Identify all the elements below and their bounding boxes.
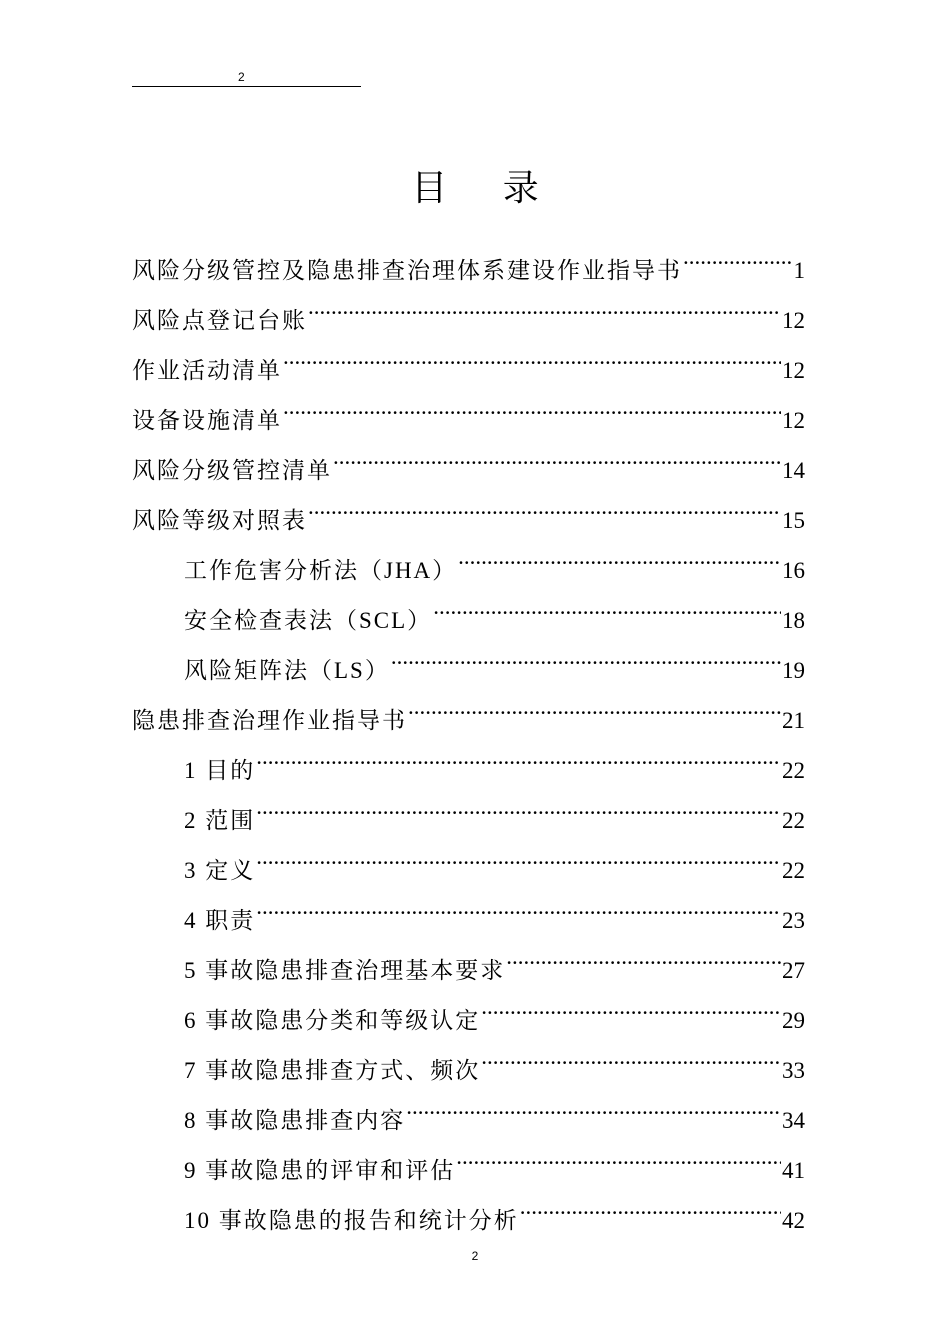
toc-entry-label: 安全检查表法（SCL） xyxy=(184,608,433,633)
toc-entry-label: 4 职责 xyxy=(184,908,256,933)
toc-entry[interactable] xyxy=(132,1136,805,1186)
toc-entry-label: 1 目的 xyxy=(184,758,256,783)
toc-entry[interactable] xyxy=(132,436,805,486)
toc-entry-page: 42 xyxy=(782,1208,805,1233)
toc-entry[interactable] xyxy=(132,936,805,986)
toc-entry-label: 设备设施清单 xyxy=(132,408,282,433)
toc-entry[interactable] xyxy=(132,386,805,436)
toc-dot-leader xyxy=(256,786,781,828)
toc-entry[interactable] xyxy=(132,1036,805,1086)
toc-entry-label: 作业活动清单 xyxy=(132,358,282,383)
toc-entry-page: 29 xyxy=(782,1008,805,1033)
toc-dot-leader xyxy=(520,1186,781,1228)
toc-entry[interactable] xyxy=(132,286,805,336)
toc-entry[interactable] xyxy=(132,786,805,836)
toc-entry-page: 12 xyxy=(782,408,805,433)
toc-dot-leader xyxy=(456,1136,781,1178)
toc-entry-page: 22 xyxy=(782,758,805,783)
toc-entry[interactable] xyxy=(132,886,805,936)
toc-entry-page: 15 xyxy=(782,508,805,533)
header-rule xyxy=(132,86,361,87)
toc-entry-page: 41 xyxy=(782,1158,805,1183)
toc-entry-page: 34 xyxy=(782,1108,805,1133)
toc-entry-label: 风险点登记台账 xyxy=(132,308,307,333)
toc-entry[interactable] xyxy=(132,1186,805,1236)
table-of-contents xyxy=(132,236,805,1236)
toc-entry-label: 风险等级对照表 xyxy=(132,508,307,533)
toc-entry[interactable] xyxy=(132,336,805,386)
toc-entry-label: 风险矩阵法（LS） xyxy=(184,658,390,683)
toc-entry-page: 14 xyxy=(782,458,805,483)
toc-dot-leader xyxy=(481,986,781,1028)
toc-entry-page: 33 xyxy=(782,1058,805,1083)
toc-entry-page: 12 xyxy=(782,358,805,383)
toc-entry-label: 风险分级管控及隐患排查治理体系建设作业指导书 xyxy=(132,258,682,283)
toc-entry-label: 6 事故隐患分类和等级认定 xyxy=(184,1008,481,1033)
toc-entry-page: 19 xyxy=(782,658,805,683)
toc-dot-leader xyxy=(433,586,781,628)
toc-title: 目 录 xyxy=(411,168,561,210)
toc-entry-label: 5 事故隐患排查治理基本要求 xyxy=(184,958,506,983)
toc-entry-page: 21 xyxy=(782,708,805,733)
toc-entry-label: 隐患排查治理作业指导书 xyxy=(132,708,407,733)
toc-entry[interactable] xyxy=(132,636,805,686)
toc-entry-page: 22 xyxy=(782,858,805,883)
toc-dot-leader xyxy=(458,536,781,578)
toc-entry-label: 8 事故隐患排查内容 xyxy=(184,1108,406,1133)
toc-entry[interactable] xyxy=(132,686,805,736)
toc-entry-page: 23 xyxy=(782,908,805,933)
toc-entry[interactable] xyxy=(132,736,805,786)
toc-dot-leader xyxy=(481,1036,781,1078)
toc-entry-label: 2 范围 xyxy=(184,808,256,833)
toc-entry-page: 16 xyxy=(782,558,805,583)
toc-entry-label: 3 定义 xyxy=(184,858,256,883)
toc-entry[interactable] xyxy=(132,1086,805,1136)
toc-dot-leader xyxy=(308,286,781,328)
toc-entry-label: 7 事故隐患排查方式、频次 xyxy=(184,1058,481,1083)
toc-entry[interactable] xyxy=(132,236,805,286)
toc-entry-label: 风险分级管控清单 xyxy=(132,458,332,483)
toc-entry-label: 工作危害分析法（JHA） xyxy=(184,558,458,583)
toc-entry[interactable] xyxy=(132,586,805,636)
toc-entry[interactable] xyxy=(132,836,805,886)
toc-entry[interactable] xyxy=(132,986,805,1036)
toc-dot-leader xyxy=(391,636,781,678)
toc-entry-page: 12 xyxy=(782,308,805,333)
header-page-number: 2 xyxy=(238,70,245,84)
toc-dot-leader xyxy=(256,736,781,778)
toc-entry-page: 18 xyxy=(782,608,805,633)
toc-entry-page: 1 xyxy=(793,258,805,283)
toc-dot-leader xyxy=(333,436,781,478)
toc-dot-leader xyxy=(308,486,781,528)
toc-entry-label: 9 事故隐患的评审和评估 xyxy=(184,1158,456,1183)
toc-dot-leader xyxy=(283,386,781,428)
toc-dot-leader xyxy=(406,1086,781,1128)
toc-entry-page: 27 xyxy=(782,958,805,983)
toc-dot-leader xyxy=(506,936,781,978)
toc-entry[interactable] xyxy=(132,486,805,536)
toc-dot-leader xyxy=(408,686,781,728)
toc-entry-page: 22 xyxy=(782,808,805,833)
toc-entry[interactable] xyxy=(132,536,805,586)
toc-dot-leader xyxy=(683,236,793,278)
toc-dot-leader xyxy=(256,886,781,928)
footer-page-number: 2 xyxy=(471,1249,479,1263)
toc-dot-leader xyxy=(283,336,781,378)
toc-dot-leader xyxy=(256,836,781,878)
toc-entry-label: 10 事故隐患的报告和统计分析 xyxy=(184,1208,519,1233)
